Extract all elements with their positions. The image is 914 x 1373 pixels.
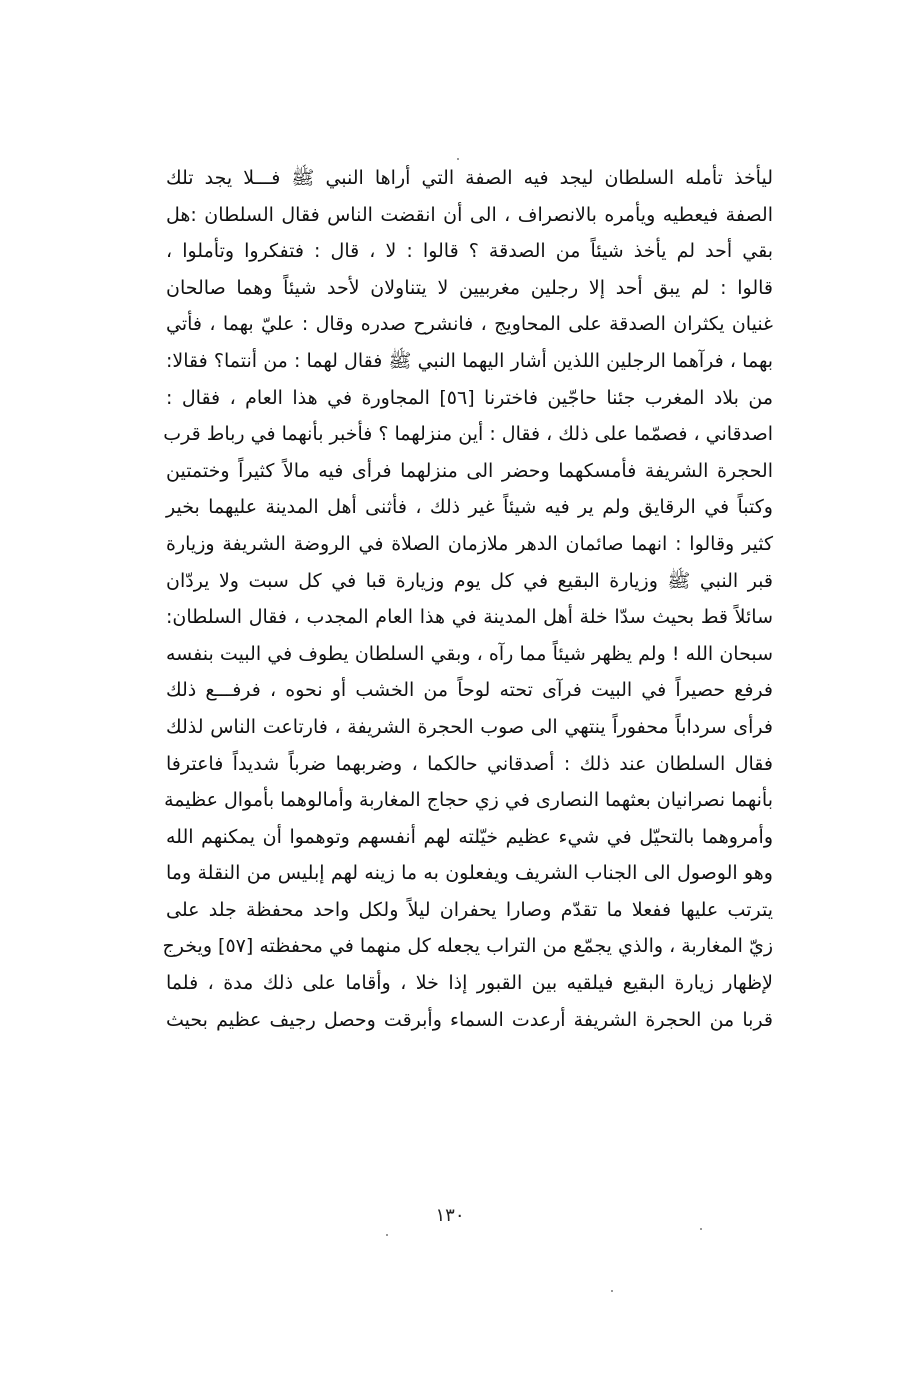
page-number: ١٣٠ xyxy=(435,1205,465,1226)
text-line: يترتب عليها ففعلا ما تقدّم وصارا يحفران ليلاً ولكل واحد محفظة جلد على xyxy=(166,898,773,921)
text-line: بقي أحد لم يأخذ شيئاً من الصدقة ؟ قالوا : لا ، قال : فتفكروا وتأملوا ، xyxy=(166,240,773,263)
text-line: سبحان الله ! ولم يظهر شيئاً مما رآه ، وبقي السلطان يطوف في البيت بنفسه xyxy=(166,642,773,665)
text-line: الحجرة الشريفة فأمسكهما وحضر الى منزلهما فرأى فيه مالاً كثيراً وختمتين xyxy=(166,459,773,482)
text-line: قالوا : لم يبق أحد إلا رجلين مغربيين لا يتناولان لأحد شيئاً وهما صالحان xyxy=(166,276,773,299)
text-line: سائلاً قط بحيث سدّا خلة أهل المدينة في هذا العام المجدب ، فقال السلطان: xyxy=(166,606,773,629)
scan-speck xyxy=(700,1228,702,1230)
text-line: وهو الوصول الى الجناب الشريف ويفعلون به ما زينه لهم إبليس من النقلة وما xyxy=(166,862,773,885)
text-line: فرأى سرداباً محفوراً ينتهي الى صوب الحجرة الشريفة ، فارتاعت الناس لذلك xyxy=(166,715,773,738)
text-line: غنيان يكثران الصدقة على المحاويج ، فانشرح صدره وقال : عليّ بهما ، فأتي xyxy=(166,313,773,336)
scan-speck xyxy=(611,1290,613,1292)
scan-speck xyxy=(457,158,459,160)
text-line: فقال السلطان عند ذلك : أصدقاني حالكما ، وضربهما ضرباً شديداً فاعترفا xyxy=(166,752,773,775)
text-line: اصدقاني ، فصمّما على ذلك ، فقال : أين منزلهما ؟ فأخبر بأنهما في رباط قرب xyxy=(163,423,773,446)
text-line: وأمروهما بالتحيّل في شيء عظيم خيّلته لهم أنفسهم وتوهموا أن يمكنهم الله xyxy=(166,825,773,848)
text-line: لإظهار زيارة البقيع فيلقيه بين القبور إذا خلا ، وأقاما على ذلك مدة ، فلما xyxy=(166,972,773,995)
body-text xyxy=(162,160,773,1038)
text-line: بهما ، فرآهما الرجلين اللذين أشار اليهما النبي ﷺ فقال لهما : من أنتما؟ فقالا: xyxy=(166,349,773,372)
text-line: من بلاد المغرب جئنا حاجّين فاخترنا [٥٦] المجاورة في هذا العام ، فقال : xyxy=(166,386,773,409)
text-line: كثير وقالوا : انهما صائمان الدهر ملازمان الصلاة في الروضة الشريفة وزيارة xyxy=(166,532,773,555)
text-line: قبر النبي ﷺ وزيارة البقيع في كل يوم وزيارة قبا في كل سبت ولا يردّان xyxy=(166,569,773,592)
text-line: ليأخذ تأمله السلطان ليجد فيه الصفة التي أراها النبي ﷺ فـــلا يجد تلك xyxy=(166,167,773,189)
text-line: بأنهما نصرانيان بعثهما النصارى في زي حجاج المغاربة وأمالوهما بأموال عظيمة xyxy=(164,789,773,812)
text-line: قربا من الحجرة الشريفة أرعدت السماء وأبرقت وحصل رجيف عظيم بحيث xyxy=(166,1008,773,1031)
text-line: زيّ المغاربة ، والذي يجمّع من التراب يجعله كل منهما في محفظته [٥٧] ويخرج xyxy=(162,935,773,958)
scan-speck xyxy=(386,1234,388,1236)
text-line: فرفع حصيراً في البيت فرآى تحته لوحاً من الخشب أو نحوه ، فرفـــع ذلك xyxy=(166,679,773,702)
text-line: الصفة فيعطيه ويأمره بالانصراف ، الى أن انقضت الناس فقال السلطان :هل xyxy=(166,203,773,226)
text-line: وكتباً في الرقايق ولم ير فيه شيئاً غير ذلك ، فأثنى أهل المدينة عليهما بخير xyxy=(166,496,773,519)
